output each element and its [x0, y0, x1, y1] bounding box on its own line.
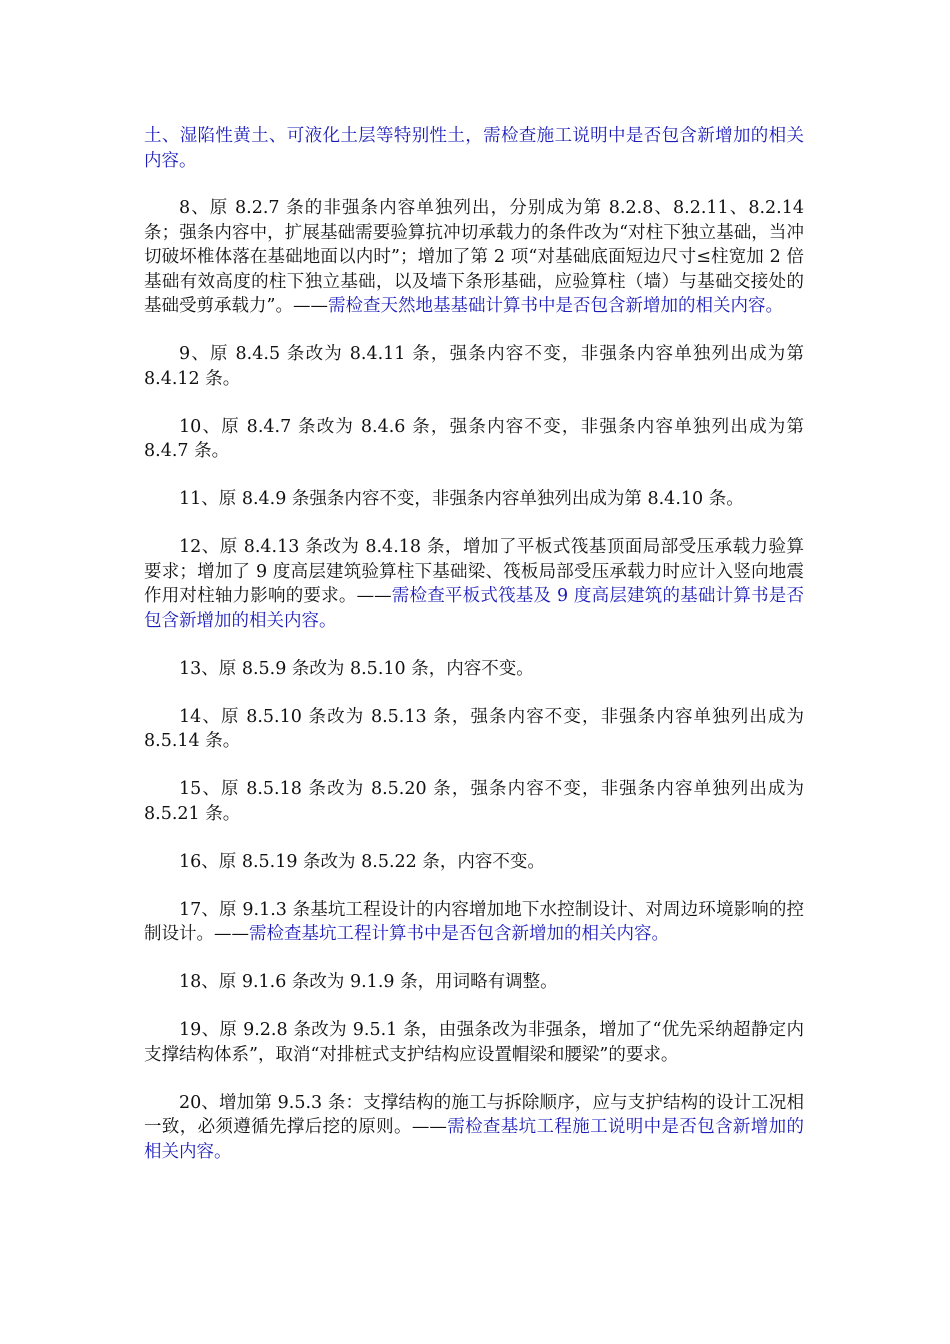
check-note: 土、湿陷性黄土、可液化土层等特别性土，需检查施工说明中是否包含新增加的相关内容。 [144, 126, 804, 171]
paragraph-16 [144, 850, 804, 875]
paragraph-text: 17、原 9.1.3 条基坑工程设计的内容增加地下水控制设计、对周边环境影响的控制设计。—— [144, 899, 804, 944]
paragraph-9 [144, 342, 804, 391]
paragraph-text: 13、原 8.5.9 条改为 8.5.10 条，内容不变。 [179, 658, 534, 679]
paragraph-text: 20、增加第 9.5.3 条：支撑结构的施工与拆除顺序，应与支护结构的设计工况相一致，必须遵循先撑后挖的原则。—— [144, 1092, 804, 1137]
paragraph-8 [144, 196, 804, 319]
paragraph-text: 9、原 8.4.5 条改为 8.4.11 条，强条内容不变，非强条内容单独列出成为第 8.4.12 条。 [144, 344, 804, 389]
document-body [144, 124, 804, 1188]
check-note: 需检查基坑工程施工说明中是否包含新增加的相关内容。 [144, 1117, 805, 1162]
paragraph-text: 8、原 8.2.7 条的非强条内容单独列出，分别成为第 8.2.8、8.2.11、8.2.14 条；强条内容中，扩展基础需要验算抗冲切承载力的条件改为“对柱下独立基础，当冲切破坏椎体落在基础地面以内时”；增加了第 2 项“对基础底面短边尺寸≤柱宽加 2 倍基础有效高度的柱下独立基础，以及墙下条形基础，应验算柱（墙）与基础交接处的基础受剪承载力”。—— [144, 198, 804, 316]
paragraph-17 [144, 898, 804, 947]
paragraph-text: 11、原 8.4.9 条强条内容不变，非强条内容单独列出成为第 8.4.10 条。 [179, 489, 744, 509]
paragraph-text: 16、原 8.5.19 条改为 8.5.22 条，内容不变。 [179, 851, 545, 872]
paragraph-18 [144, 970, 804, 995]
check-note: 需检查平板式筏基及 9 度高层建筑的基础计算书是否包含新增加的相关内容。 [144, 586, 804, 631]
paragraph-14 [144, 705, 804, 754]
paragraph-15 [144, 777, 804, 826]
paragraph-text: 15、原 8.5.18 条改为 8.5.20 条，强条内容不变，非强条内容单独列出成为 8.5.21 条。 [144, 779, 804, 824]
check-note: 需检查基坑工程计算书中是否包含新增加的相关内容。 [249, 924, 669, 944]
paragraph-text: 10、原 8.4.7 条改为 8.4.6 条，强条内容不变，非强条内容单独列出成为第 8.4.7 条。 [144, 416, 804, 461]
paragraph-text: 14、原 8.5.10 条改为 8.5.13 条，强条内容不变，非强条内容单独列出成为 8.5.14 条。 [144, 706, 804, 751]
check-note: 需检查天然地基基础计算书中是否包含新增加的相关内容。 [327, 296, 783, 316]
paragraph-19 [144, 1018, 804, 1067]
paragraph-11 [144, 487, 804, 512]
paragraph-13 [144, 657, 804, 682]
paragraph-12 [144, 535, 804, 633]
paragraph-10 [144, 415, 804, 464]
paragraph-text: 19、原 9.2.8 条改为 9.5.1 条，由强条改为非强条，增加了“优先采纳超静定内支撑结构体系”，取消“对排桩式支护结构应设置帽梁和腰梁”的要求。 [144, 1020, 804, 1065]
paragraph-text: 18、原 9.1.6 条改为 9.1.9 条，用词略有调整。 [179, 972, 558, 992]
paragraph-20 [144, 1091, 804, 1165]
paragraph-1 [144, 124, 804, 173]
paragraph-text: 12、原 8.4.13 条改为 8.4.18 条，增加了平板式筏基顶面局部受压承载力验算要求；增加了 9 度高层建筑验算柱下基础梁、筏板局部受压承载力时应计入竖向地震作用对柱轴力影响的要求。—— [144, 537, 804, 606]
